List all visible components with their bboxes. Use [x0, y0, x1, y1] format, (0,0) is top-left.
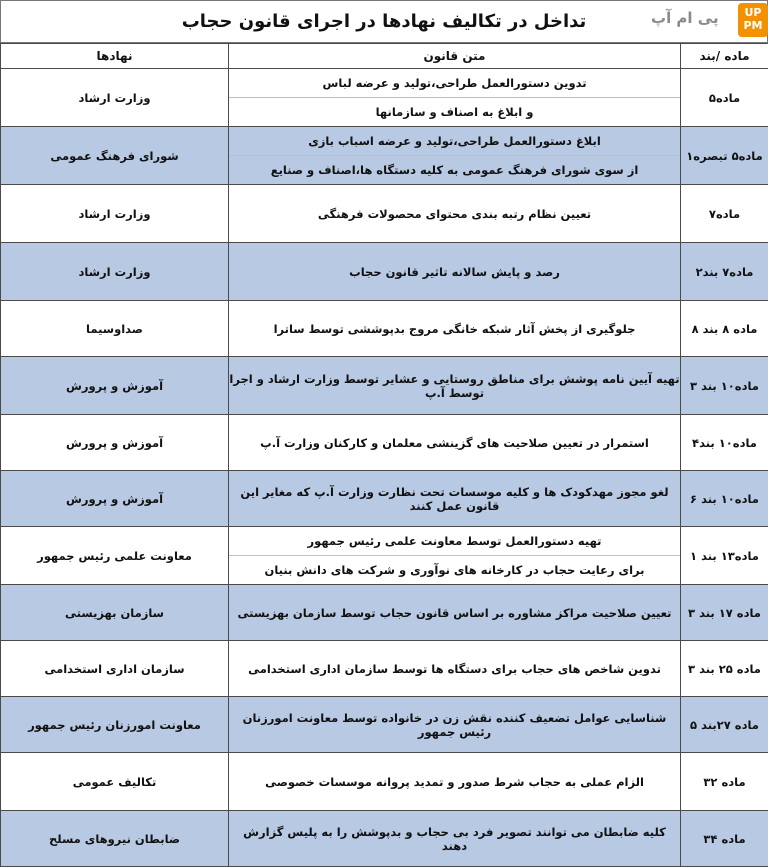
law-text-line: و ابلاغ به اصناف و سازمانها [229, 97, 680, 126]
law-text-line: تهیه دستورالعمل توسط معاونت علمی رئیس جمهور [229, 527, 680, 555]
law-text-cell [229, 585, 681, 641]
table-row [1, 185, 768, 243]
table-header-row [1, 44, 768, 69]
law-text-line: برای رعایت حجاب در کارخانه های نوآوری و شرکت های دانش بنیان [229, 555, 680, 584]
table-row [1, 127, 768, 185]
article-cell: ماده ۱۷ بند ۳ [681, 585, 768, 641]
law-text-line: شناسایی عوامل تضعیف کننده نقش زن در خانواده توسط معاونت امورزنان رئیس جمهور [229, 697, 680, 752]
table-body [1, 69, 768, 867]
table-row [1, 641, 768, 697]
table-row [1, 243, 768, 301]
article-cell: ماده۱۰ بند۴ [681, 415, 768, 471]
brand-name: پی ام آپ [651, 9, 719, 27]
law-text-line: تعیین صلاحیت مراکز مشاوره بر اساس قانون حجاب توسط سازمان بهزیستی [229, 585, 680, 640]
law-text-cell [229, 753, 681, 811]
law-text-line: تدوین دستورالعمل طراحی،تولید و عرضه لباس [229, 69, 680, 97]
law-text-cell [229, 641, 681, 697]
law-text-line: تهیه آیین نامه پوشش برای مناطق روستایی و عشایر توسط وزارت ارشاد و اجرا توسط آ.پ [229, 357, 680, 414]
law-text-cell [229, 471, 681, 527]
org-cell: معاونت علمی رئیس جمهور [1, 527, 229, 585]
table-row [1, 585, 768, 641]
org-cell: صداوسیما [1, 301, 229, 357]
org-cell: شورای فرهنگ عمومی [1, 127, 229, 185]
header-text: متن قانون [229, 44, 681, 69]
article-cell: ماده۱۰ بند ۶ [681, 471, 768, 527]
table-row [1, 753, 768, 811]
law-text-line: کلیه ضابطان می توانند تصویر فرد بی حجاب و بدپوشش را به پلیس گزارش دهند [229, 811, 680, 866]
org-cell: آموزش و پرورش [1, 415, 229, 471]
header-article: ماده /بند [681, 44, 768, 69]
laws-table [0, 43, 768, 867]
table-row [1, 811, 768, 867]
article-cell: ماده۵ تبصره۱ [681, 127, 768, 185]
article-cell: ماده۱۳ بند ۱ [681, 527, 768, 585]
org-cell: معاونت امورزنان رئیس جمهور [1, 697, 229, 753]
table-row [1, 357, 768, 415]
title-bar [0, 0, 768, 43]
org-cell: ضابطان نیروهای مسلح [1, 811, 229, 867]
law-text-line: الزام عملی به حجاب شرط صدور و تمدید پروانه موسسات خصوصی [229, 753, 680, 810]
article-cell: ماده ۲۷بند ۵ [681, 697, 768, 753]
law-text-cell [229, 127, 681, 185]
law-text-cell [229, 185, 681, 243]
org-cell: وزارت ارشاد [1, 69, 229, 127]
law-text-line: تعیین نظام رتبه بندی محتوای محصولات فرهنگی [229, 185, 680, 242]
article-cell: ماده۵ [681, 69, 768, 127]
org-cell: تکالیف عمومی [1, 753, 229, 811]
article-cell: ماده ۳۴ [681, 811, 768, 867]
law-text-cell [229, 357, 681, 415]
law-text-line: جلوگیری از پخش آثار شبکه خانگی مروج بدپوششی توسط ساترا [229, 301, 680, 356]
law-text-cell [229, 301, 681, 357]
law-text-cell [229, 697, 681, 753]
article-cell: ماده ۳۲ [681, 753, 768, 811]
org-cell: سازمان بهزیستی [1, 585, 229, 641]
law-text-line: رصد و پایش سالانه تاثیر قانون حجاب [229, 243, 680, 300]
article-cell: ماده۷ [681, 185, 768, 243]
org-cell: وزارت ارشاد [1, 185, 229, 243]
table-row [1, 471, 768, 527]
law-text-line: لغو مجوز مهدکودک ها و کلیه موسسات تحت نظارت وزارت آ.پ که مغایر این قانون عمل کنند [229, 471, 680, 526]
law-text-cell [229, 243, 681, 301]
law-text-cell [229, 811, 681, 867]
table-row [1, 301, 768, 357]
header-org: نهادها [1, 44, 229, 69]
brand-logo: UP PM [738, 3, 768, 37]
org-cell: آموزش و پرورش [1, 471, 229, 527]
law-text-cell [229, 69, 681, 127]
org-cell: سازمان اداری استخدامی [1, 641, 229, 697]
law-text-cell [229, 527, 681, 585]
article-cell: ماده۱۰ بند ۳ [681, 357, 768, 415]
law-text-cell [229, 415, 681, 471]
law-text-line: از سوی شورای فرهنگ عمومی به کلیه دستگاه ها،اصناف و صنایع [229, 155, 680, 184]
article-cell: ماده۷ بند۲ [681, 243, 768, 301]
page-title: تداخل در تکالیف نهادها در اجرای قانون حجاب [182, 11, 587, 32]
table-row [1, 527, 768, 585]
article-cell: ماده ۲۵ بند ۳ [681, 641, 768, 697]
org-cell: وزارت ارشاد [1, 243, 229, 301]
article-cell: ماده ۸ بند ۸ [681, 301, 768, 357]
org-cell: آموزش و پرورش [1, 357, 229, 415]
table-row [1, 415, 768, 471]
law-text-line: تدوین شاخص های حجاب برای دستگاه ها توسط سازمان اداری استخدامی [229, 641, 680, 696]
law-text-line: ابلاغ دستورالعمل طراحی،تولید و عرضه اسباب بازی [229, 127, 680, 155]
table-row [1, 697, 768, 753]
law-text-line: استمرار در تعیین صلاحیت های گزینشی معلمان و کارکنان وزارت آ.پ [229, 415, 680, 470]
table-row [1, 69, 768, 127]
